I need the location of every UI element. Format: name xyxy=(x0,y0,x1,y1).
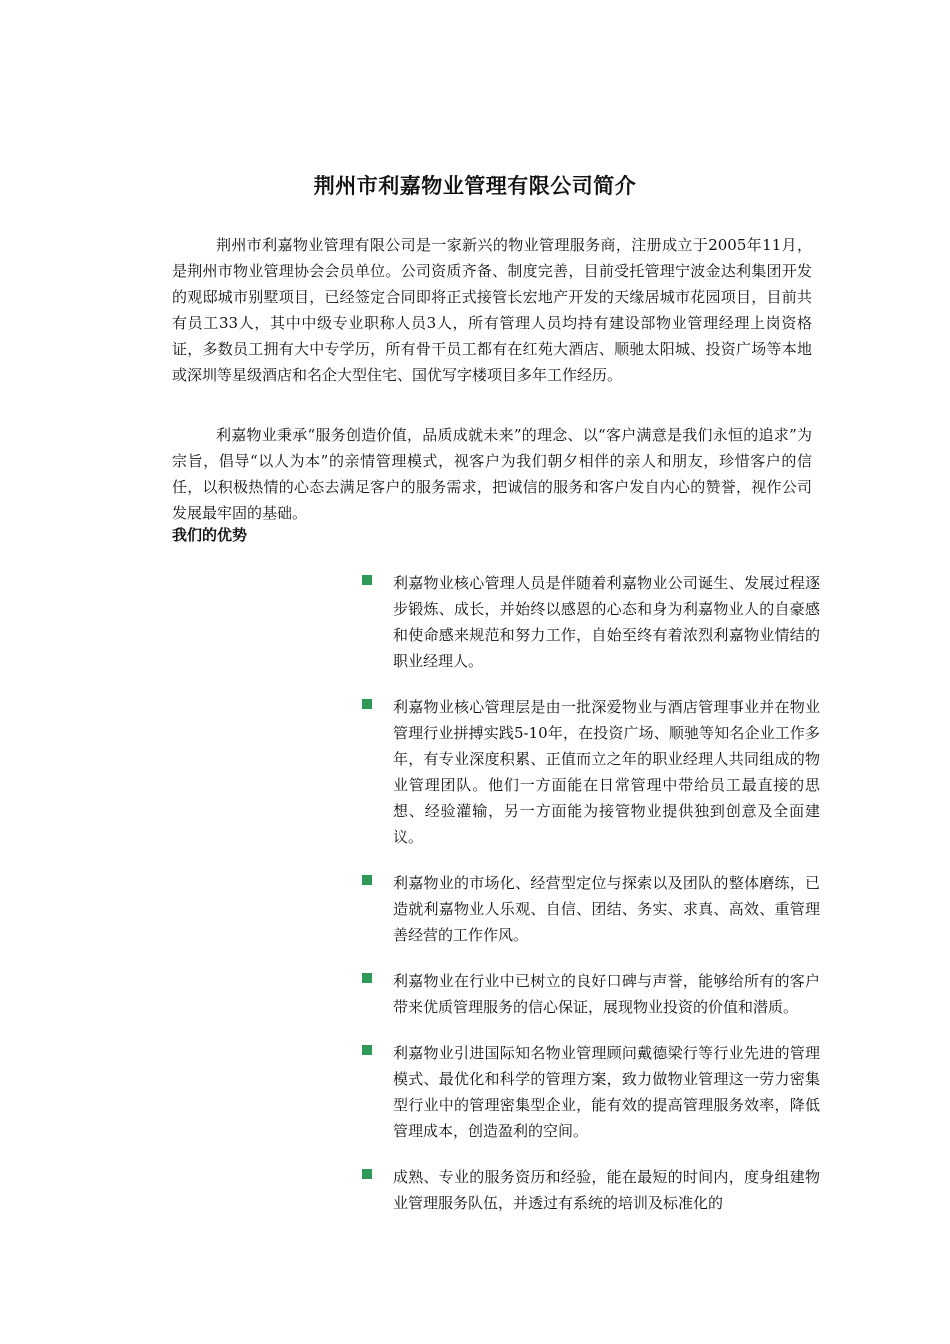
square-bullet-icon xyxy=(362,575,372,585)
list-item xyxy=(360,1164,820,1216)
list-item xyxy=(360,968,820,1020)
advantage-text: 利嘉物业核心管理层是由一批深爱物业与酒店管理事业并在物业管理行业拼搏实践5-10年，在投资广场、顺驰等知名企业工作多年，有专业深度积累、正值而立之年的职业经理人共同组成的物业管理团队。他们一方面能在日常管理中带给员工最直接的思想、经验灌输，另一方面能为接管物业提供独到创意及全面建议。 xyxy=(393,698,820,846)
square-bullet-icon xyxy=(362,699,372,709)
advantage-text: 利嘉物业的市场化、经营型定位与探索以及团队的整体磨练，已造就利嘉物业人乐观、自信、团结、务实、求真、高效、重管理善经营的工作作风。 xyxy=(393,874,820,944)
intro-paragraph: 荆州市利嘉物业管理有限公司是一家新兴的物业管理服务商，注册成立于2005年11月，是荆州市物业管理协会会员单位。公司资质齐备、制度完善，目前受托管理宁波金达利集团开发的观邸城市别墅项目，已经签定合同即将正式接管长宏地产开发的天缘居城市花园项目，目前共有员工33人，其中中级专业职称人员3人，所有管理人员均持有建设部物业管理经理上岗资格证，多数员工拥有大中专学历，所有骨干员工都有在红苑大酒店、顺驰太阳城、投资广场等本地或深圳等星级酒店和名企大型住宅、国优写字楼项目多年工作经历。 xyxy=(172,236,812,384)
square-bullet-icon xyxy=(362,1169,372,1179)
list-item xyxy=(360,570,820,674)
advantage-text: 利嘉物业核心管理人员是伴随着利嘉物业公司诞生、发展过程逐步锻炼、成长，并始终以感恩的心态和身为利嘉物业人的自豪感和使命感来规范和努力工作，自始至终有着浓烈利嘉物业情结的职业经理人。 xyxy=(393,574,820,670)
square-bullet-icon xyxy=(362,875,372,885)
list-item xyxy=(360,694,820,850)
square-bullet-icon xyxy=(362,1045,372,1055)
page-title: 荆州市利嘉物业管理有限公司简介 xyxy=(313,174,637,198)
list-item xyxy=(360,870,820,948)
advantage-text: 利嘉物业引进国际知名物业管理顾问戴德梁行等行业先进的管理模式、最优化和科学的管理方案，致力做物业管理这一劳力密集型行业中的管理密集型企业，能有效的提高管理服务效率，降低管理成本，创造盈利的空间。 xyxy=(393,1044,820,1140)
advantage-text: 利嘉物业在行业中已树立的良好口碑与声誉，能够给所有的客户带来优质管理服务的信心保证，展现物业投资的价值和潜质。 xyxy=(393,972,820,1016)
square-bullet-icon xyxy=(362,973,372,983)
list-item xyxy=(360,1040,820,1144)
advantage-text: 成熟、专业的服务资历和经验，能在最短的时间内，度身组建物业管理服务队伍，并透过有系统的培训及标准化的 xyxy=(393,1168,820,1212)
advantages-heading: 我们的优势 xyxy=(172,526,248,544)
advantages-list xyxy=(360,570,820,1236)
philosophy-paragraph: 利嘉物业秉承“服务创造价值，品质成就未来”的理念、以“客户满意是我们永恒的追求”为宗旨，倡导“以人为本”的亲情管理模式，视客户为我们朝夕相伴的亲人和朋友，珍惜客户的信任，以积极热情的心态去满足客户的服务需求，把诚信的服务和客户发自内心的赞誉，视作公司发展最牢固的基础。 xyxy=(172,426,812,522)
